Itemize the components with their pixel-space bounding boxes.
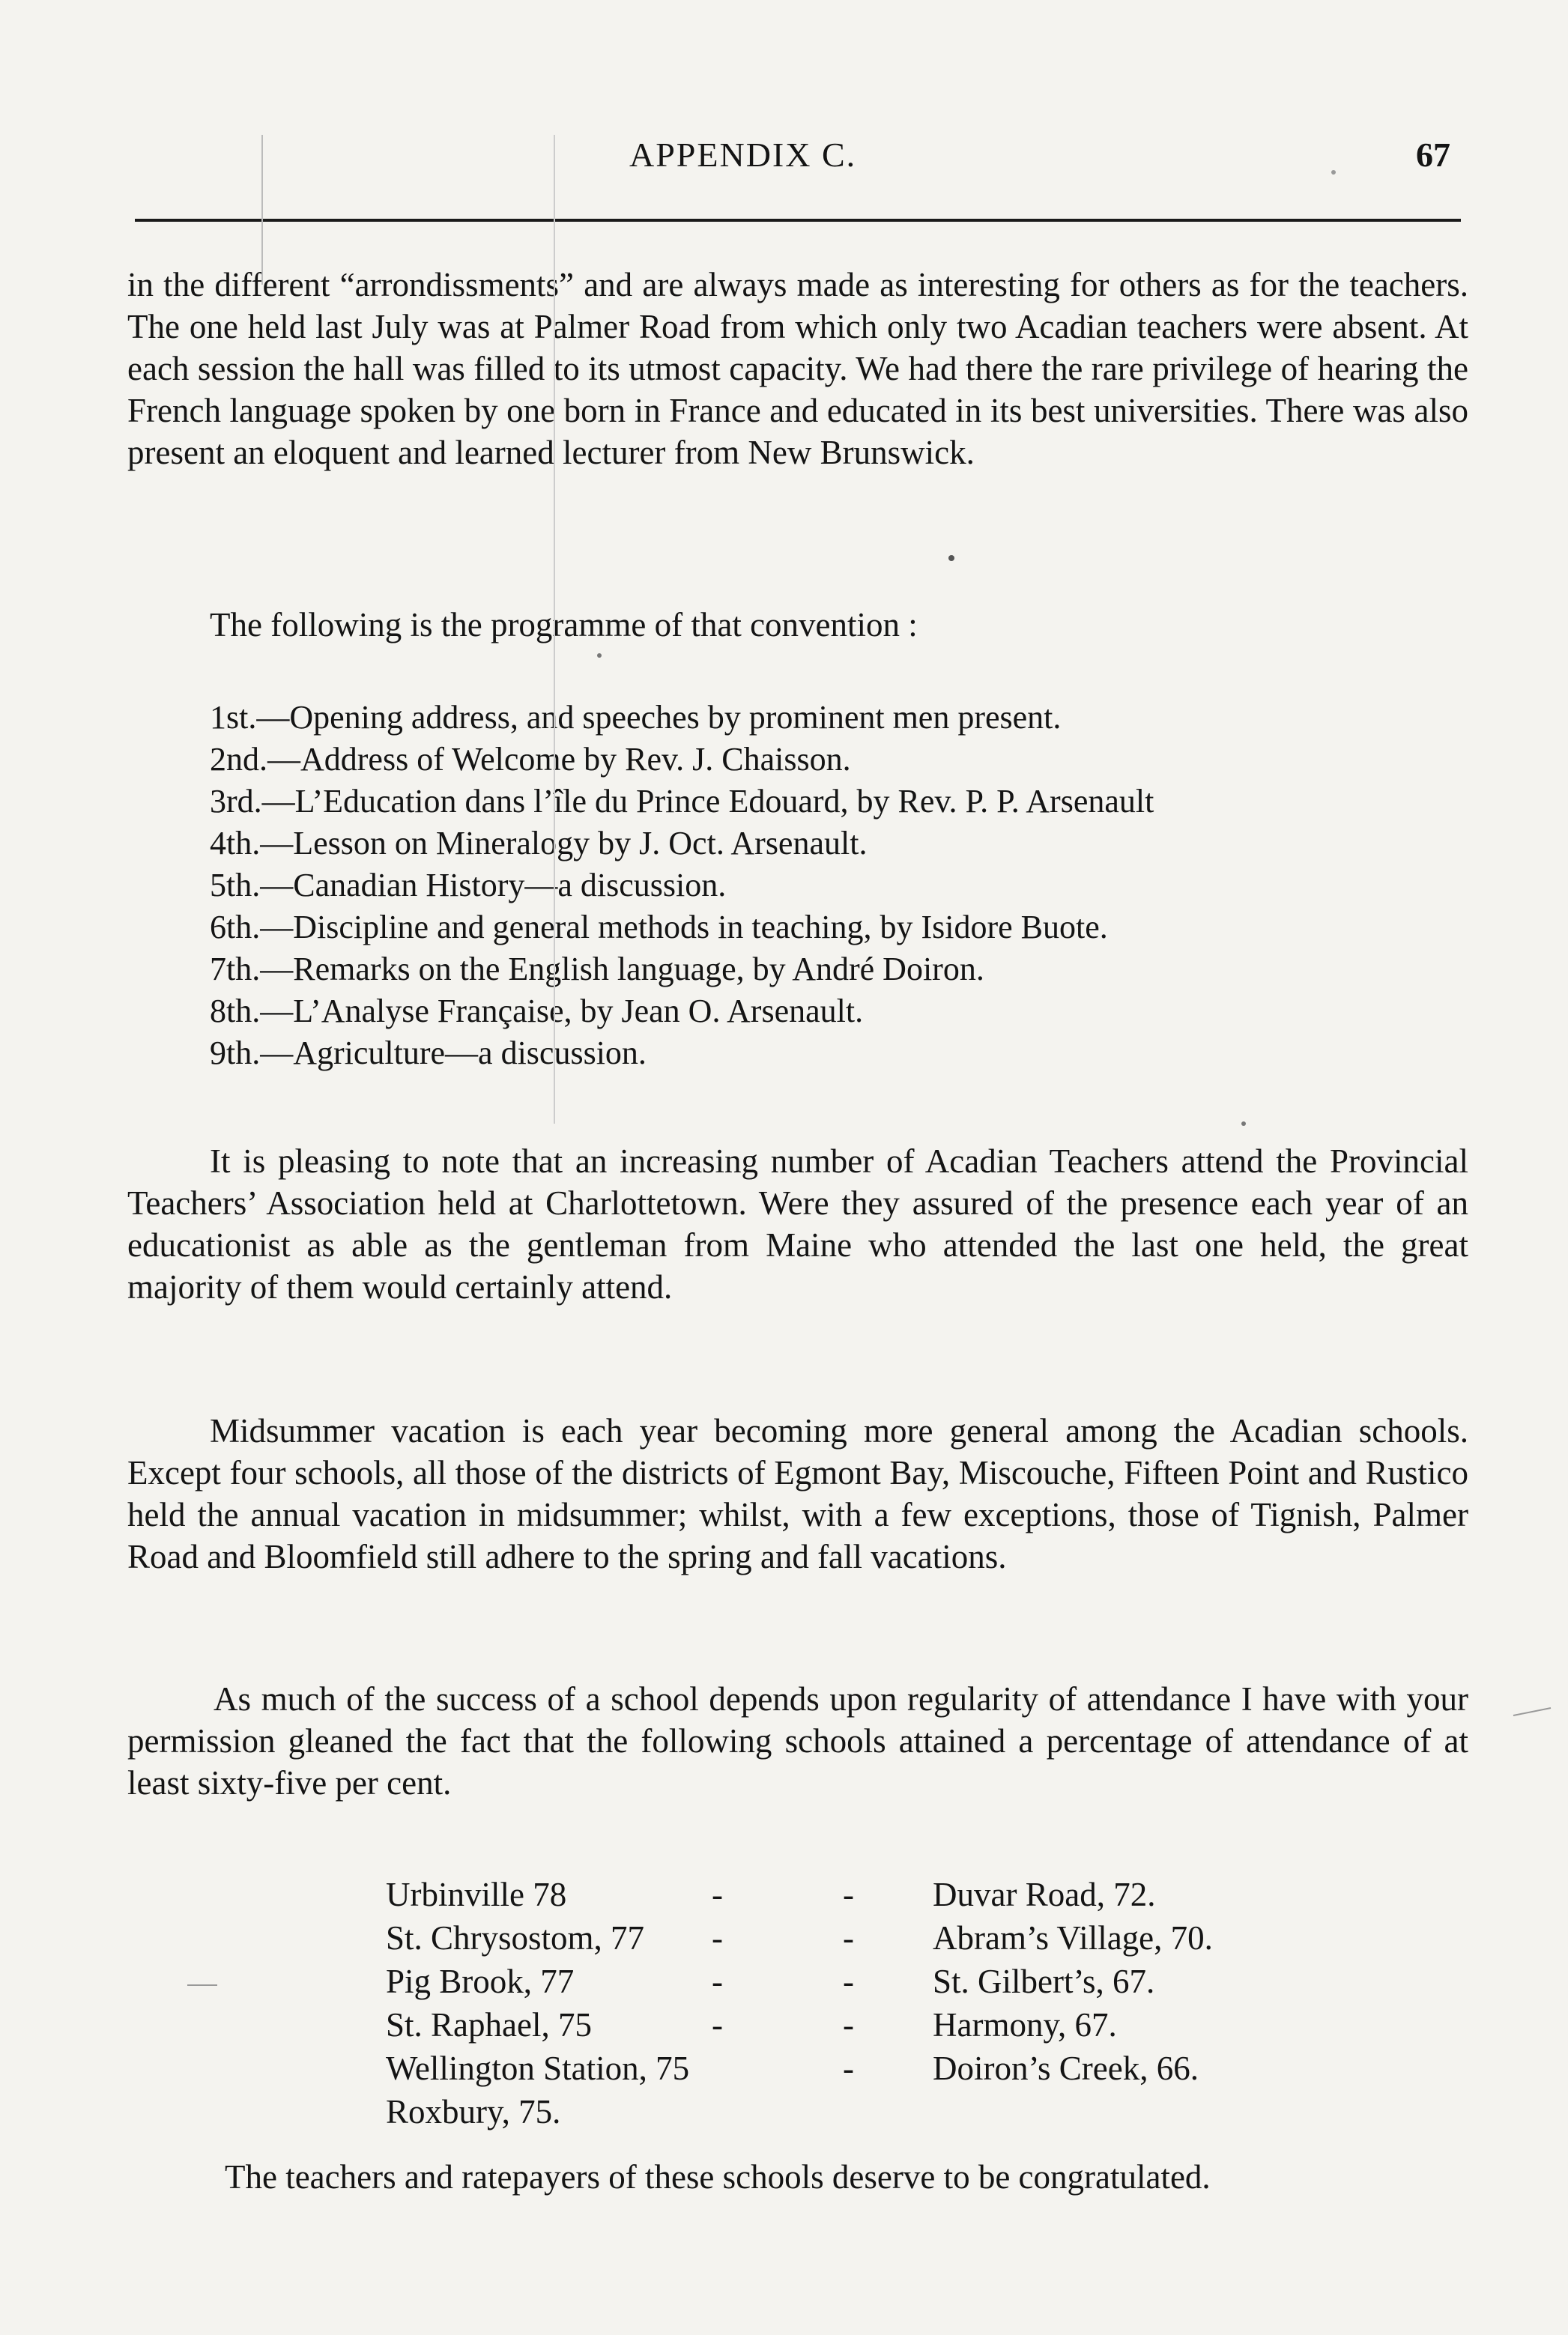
leader-dash: - [843, 1876, 854, 1913]
leader-dash: - [712, 1876, 723, 1913]
schools-right-column [933, 1873, 1213, 2090]
school-entry: St. Raphael, 75 [386, 2006, 592, 2044]
programme-item: 1st.—Opening address, and speeches by prominent men present. [210, 699, 1062, 736]
school-entry: Duvar Road, 72. [933, 1876, 1156, 1913]
programme-item: 6th.—Discipline and general methods in teaching, by Isidore Buote. [210, 909, 1108, 945]
schools-left-column [386, 1873, 689, 2133]
school-entry: Harmony, 67. [933, 2006, 1117, 2044]
leader-dashes-1 [712, 1873, 723, 2133]
header-rule [135, 219, 1461, 222]
programme-intro: The following is the programme of that convention : [210, 606, 918, 643]
paragraph-conventions: in the different “arrondissments” and are always made as interesting for others as for the teachers. The one held last July was at Palmer Road from which only two Acadian teachers were absent. At each session the hall was filled to its utmost capacity. We had there the rare privilege of hearing the French language spoken by one born in France and educated in its best universities. There was also present an eloquent and learned lecturer from New Brunswick. [127, 266, 1468, 471]
school-entry: St. Chrysostom, 77 [386, 1919, 645, 1957]
page-number: 67 [1416, 136, 1450, 174]
programme-item: 7th.—Remarks on the English language, by André Doiron. [210, 951, 984, 987]
leader-dash: - [712, 1963, 723, 2000]
leader-dash: - [843, 2006, 854, 2044]
leader-dashes-2 [843, 1873, 854, 2133]
leader-dash: - [843, 1919, 854, 1957]
page-header-title: APPENDIX C. [629, 136, 857, 174]
schools-attendance-list [0, 1873, 1568, 2142]
leader-dash: - [843, 1963, 854, 2000]
leader-dash [843, 2090, 854, 2133]
programme-item: 5th.—Canadian History—a discussion. [210, 867, 727, 903]
paragraph-attendance: As much of the success of a school depends upon regularity of attendance I have with your permission gleaned the fact that the following schools attained a percentage of attendance of at least sixty-five per cent. [127, 1680, 1468, 1802]
school-entry: Doiron’s Creek, 66. [933, 2050, 1199, 2087]
programme-item: 9th.—Agriculture—a discussion. [210, 1035, 647, 1071]
leader-dash [712, 2090, 723, 2133]
school-entry: Wellington Station, 75 [386, 2050, 690, 2087]
programme-list [210, 697, 1468, 1074]
school-entry: Pig Brook, 77 [386, 1963, 575, 2000]
programme-item: 4th.—Lesson on Mineralogy by J. Oct. Arsenault. [210, 825, 868, 861]
paragraph-teachers-association: It is pleasing to note that an increasing number of Acadian Teachers attend the Provincial Teachers’ Association held at Charlottetown. Were they assured of the presence each year of an educationist as able as the gentleman from Maine who attended the last one held, the great majority of them would certainly attend. [127, 1142, 1468, 1306]
paragraph-midsummer-vacation: Midsummer vacation is each year becoming more general among the Acadian schools. Except four schools, all those of the districts of Egmont Bay, Miscouche, Fifteen Point and Rustico held the annual vacation in midsummer; whilst, with a few exceptions, those of Tignish, Palmer Road and Bloomfield still adhere to the spring and fall vacations. [127, 1412, 1468, 1575]
programme-item: 2nd.—Address of Welcome by Rev. J. Chaisson. [210, 741, 851, 778]
leader-dash: - [712, 1919, 723, 1957]
school-entry: Roxbury, 75. [386, 2093, 561, 2130]
programme-item: 8th.—L’Analyse Française, by Jean O. Arsenault. [210, 993, 864, 1029]
school-entry: Urbinville 78 [386, 1876, 567, 1913]
closing-sentence: The teachers and ratepayers of these schools deserve to be congratulated. [225, 2158, 1211, 2196]
programme-item: 3rd.—L’Education dans l’île du Prince Edouard, by Rev. P. P. Arsenault [210, 783, 1154, 820]
leader-dash: - [843, 2050, 854, 2087]
school-entry: St. Gilbert’s, 67. [933, 1963, 1155, 2000]
school-entry: Abram’s Village, 70. [933, 1919, 1213, 1957]
leader-dash [712, 2047, 723, 2090]
leader-dash: - [712, 2006, 723, 2044]
